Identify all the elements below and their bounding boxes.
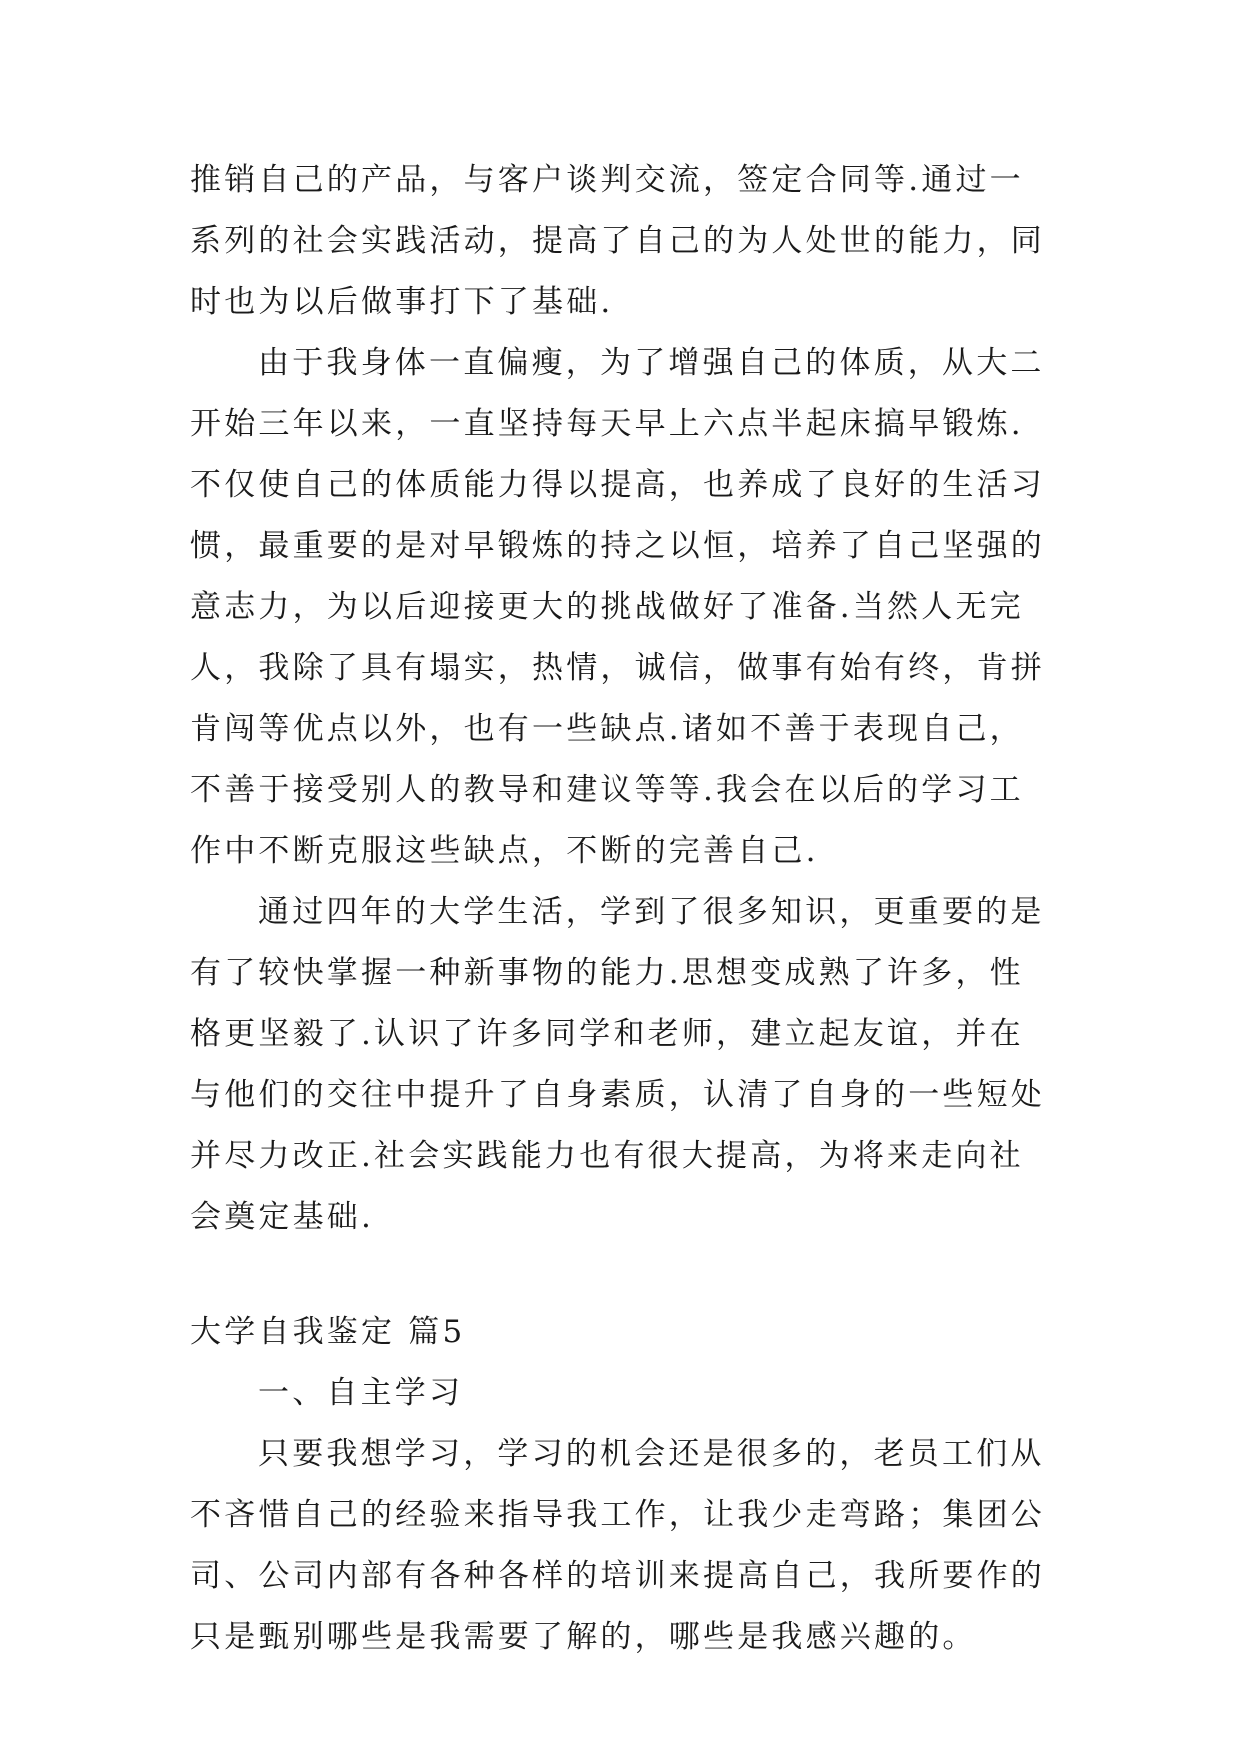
paragraph-fitness: 由于我身体一直偏瘦，为了增强自己的体质，从大二开始三年以来，一直坚持每天早上六点半起床搞早锻炼.不仅使自己的体质能力得以提高，也养成了良好的生活习惯，最重要的是对早锻炼的持之以恒，培养了自己坚强的意志力，为以后迎接更大的挑战做好了准备.当然人无完人，我除了具有塌实，热情，诚信，做事有始有终，肯拼肯闯等优点以外，也有一些缺点.诸如不善于表现自己，不善于接受别人的教导和建议等等.我会在以后的学习工作中不断克服这些缺点，不断的完善自己.	[190, 345, 1045, 869]
paragraph-self-study: 只要我想学习，学习的机会还是很多的，老员工们从不吝惜自己的经验来指导我工作，让我少走弯路；集团公司、公司内部有各种各样的培训来提高自己，我所要作的只是甄别哪些是我需要了解的，哪些是我感兴趣的。	[190, 1436, 1045, 1655]
section-title: 大学自我鉴定 篇5	[190, 1314, 466, 1350]
paragraph-continued: 推销自己的产品，与客户谈判交流，签定合同等.通过一系列的社会实践活动，提高了自己的为人处世的能力，同时也为以后做事打下了基础.	[190, 162, 1045, 320]
paragraph-summary: 通过四年的大学生活，学到了很多知识，更重要的是有了较快掌握一种新事物的能力.思想变成熟了许多，性格更坚毅了.认识了许多同学和老师，建立起友谊，并在与他们的交往中提升了自身素质，认清了自身的一些短处并尽力改正.社会实践能力也有很大提高，为将来走向社会奠定基础.	[190, 894, 1045, 1235]
document-body	[190, 150, 1050, 1668]
subheading: 一、自主学习	[258, 1375, 464, 1411]
